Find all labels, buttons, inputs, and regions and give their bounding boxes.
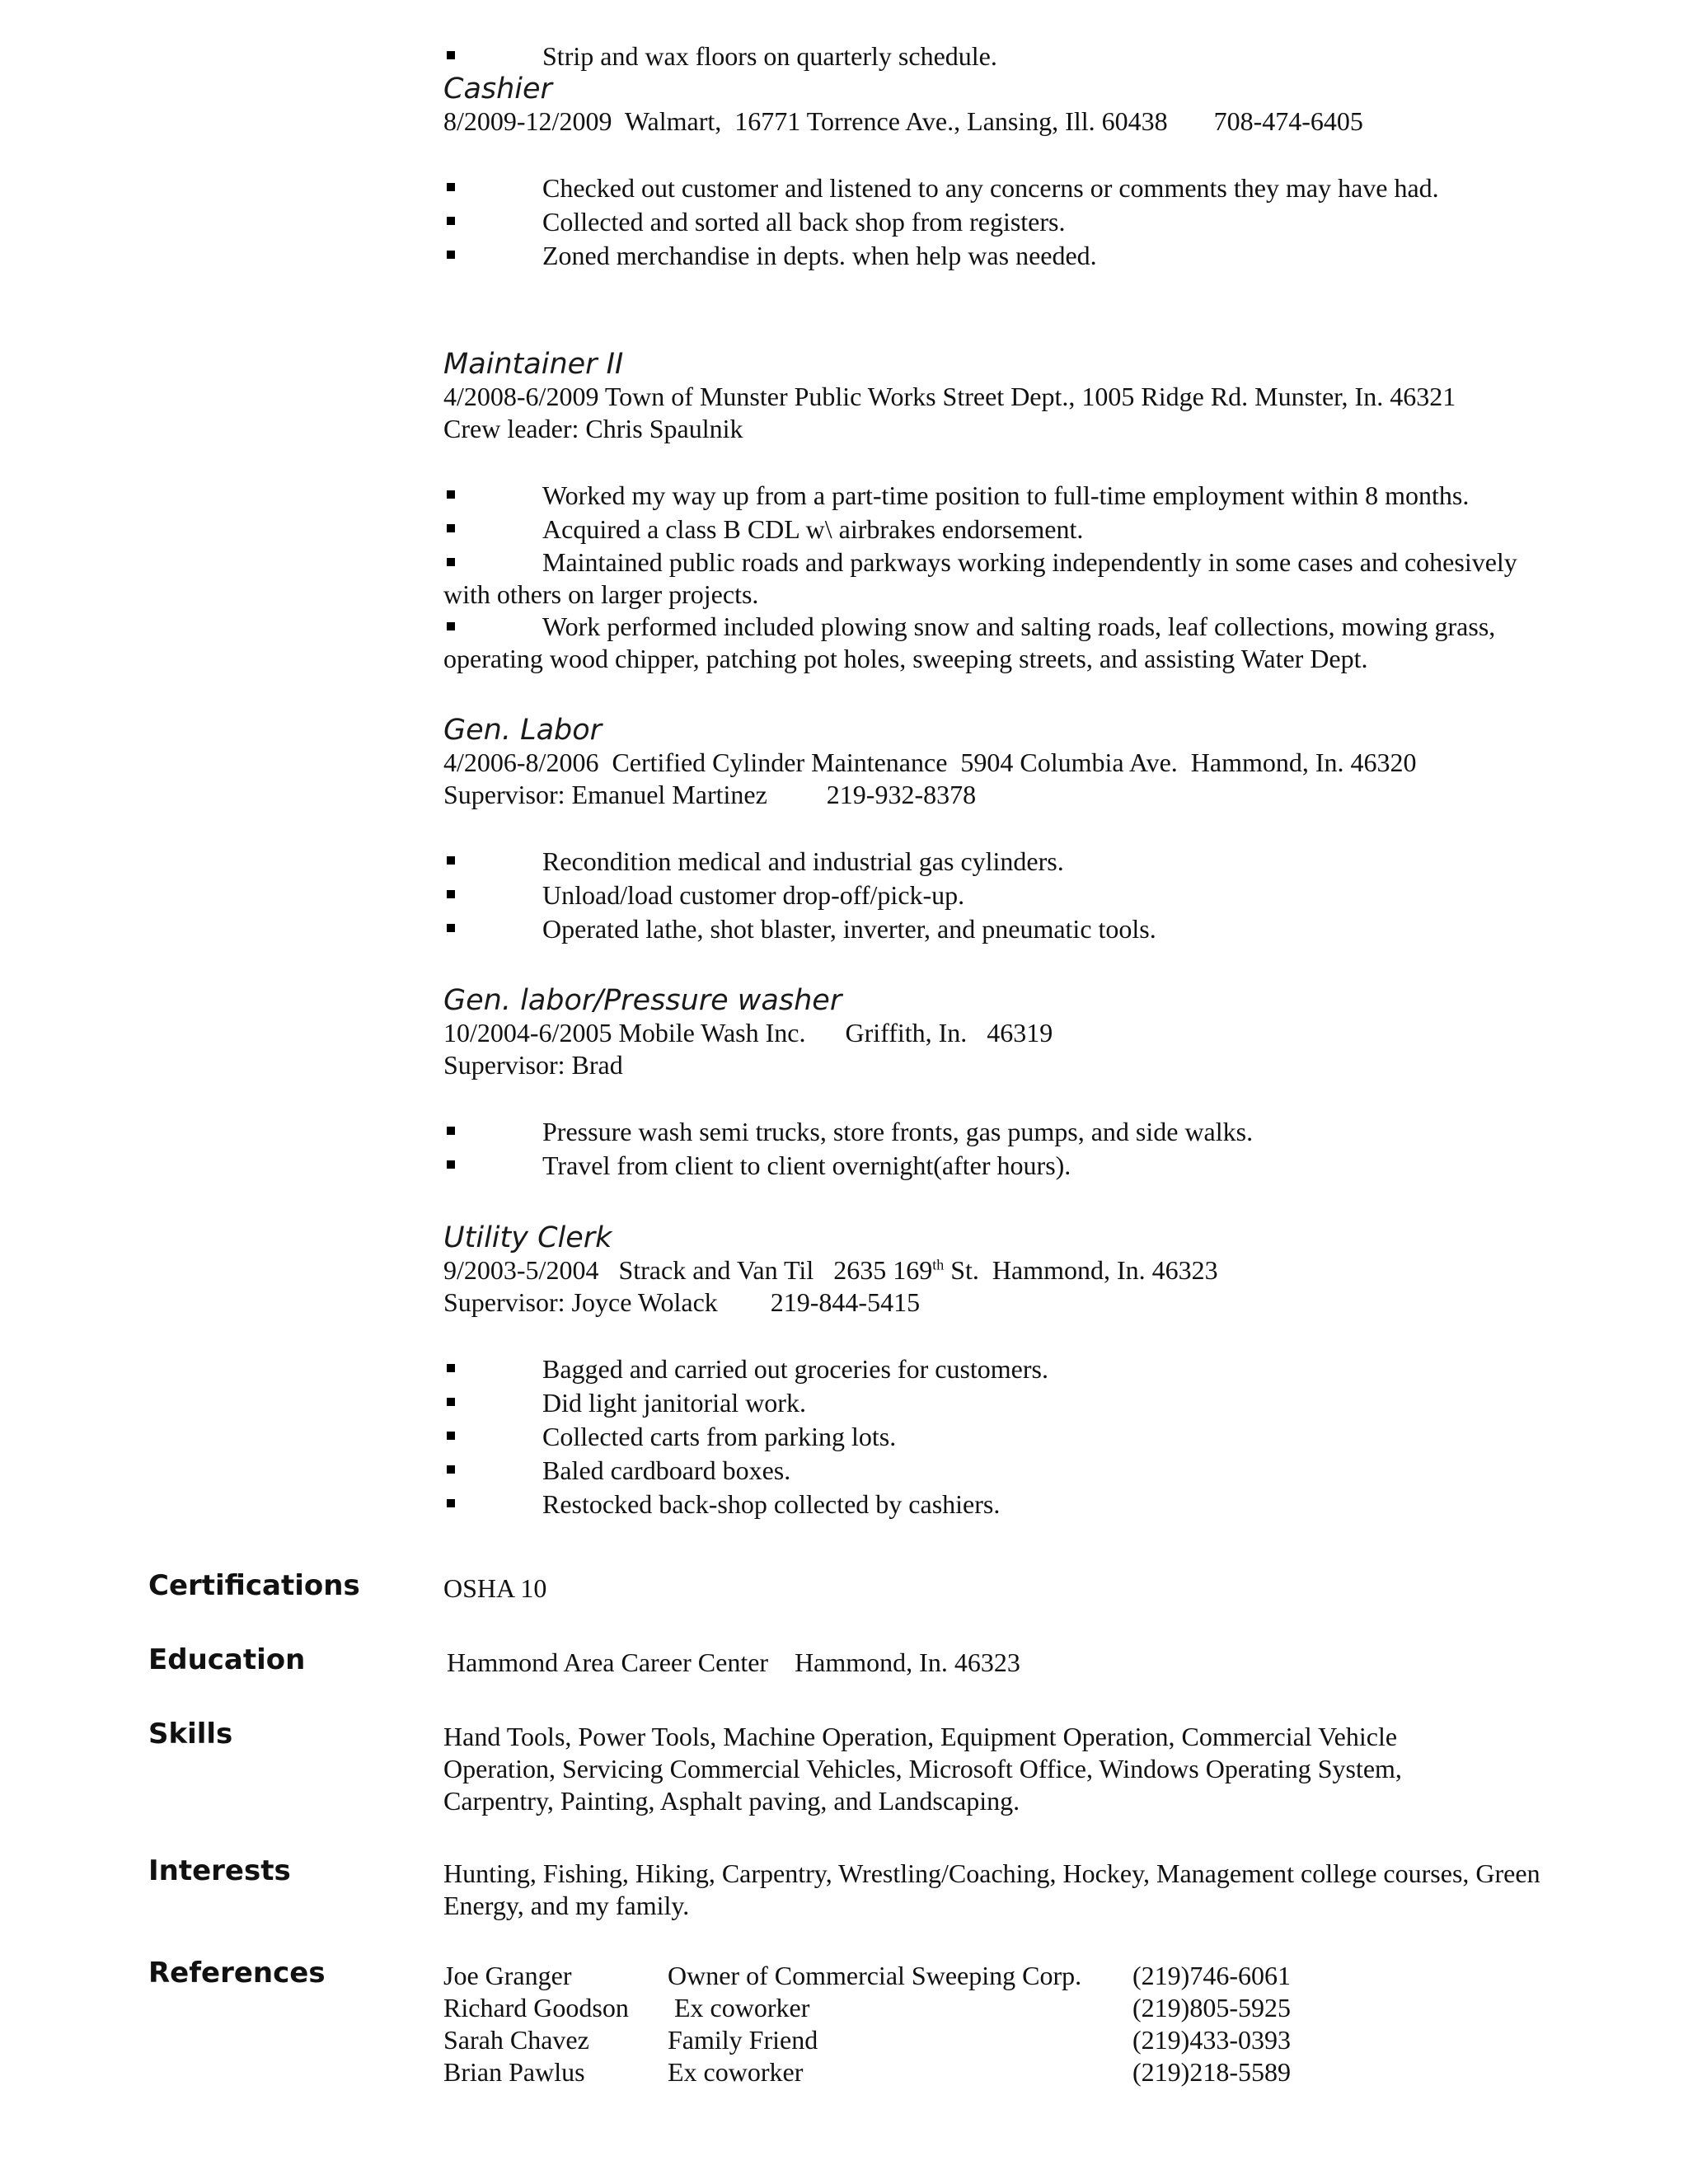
reference-row xyxy=(443,2024,1540,2056)
bullet-text: Restocked back-shop collected by cashiers. xyxy=(542,1489,1001,1519)
bullet-list xyxy=(443,479,1540,675)
square-bullet-icon xyxy=(447,1499,455,1507)
reference-relation: Ex coworker xyxy=(668,1993,810,2022)
job-entry-utility-clerk xyxy=(443,1221,1540,1521)
bullet-text: Pressure wash semi trucks, store fronts, gas pumps, and side walks. xyxy=(542,1117,1254,1146)
bullet-item xyxy=(443,611,1540,675)
job-title: Gen. labor/Pressure washer xyxy=(443,984,842,1017)
bullet-text: Bagged and carried out groceries for customers. xyxy=(542,1354,1048,1384)
section-heading: Education xyxy=(148,1643,306,1676)
bullet-text: Operated lathe, shot blaster, inverter, and pneumatic tools. xyxy=(542,914,1156,944)
reference-name: Brian Pawlus xyxy=(443,2057,585,2087)
square-bullet-icon xyxy=(447,490,455,499)
reference-row xyxy=(443,1992,1540,2024)
bullet-text: Worked my way up from a part-time position to full-time employment within 8 months. xyxy=(542,480,1470,510)
section-interests xyxy=(148,1854,1550,1929)
bullet-item xyxy=(443,1115,1540,1149)
bullet-text: Checked out customer and listened to any concerns or comments they may have had. xyxy=(542,173,1439,203)
square-bullet-icon xyxy=(447,1127,455,1135)
bullet-item xyxy=(443,239,1540,273)
bullet-item xyxy=(443,1352,1540,1386)
reference-phone: (219)433-0393 xyxy=(1132,2025,1291,2055)
bullet-item xyxy=(443,546,1540,611)
job-entry-maintainer xyxy=(443,348,1540,675)
job-title: Cashier xyxy=(443,73,552,105)
job-entry-gen-labor xyxy=(443,714,1540,946)
job-supervisor: Supervisor: Brad xyxy=(443,1050,623,1080)
square-bullet-icon xyxy=(447,51,455,59)
section-text: Hand Tools, Power Tools, Machine Operation, Equipment Operation, Commercial Vehicle Operation, Servicing Commercial Vehicles, Microsoft Office, Windows Operating System, Carpentry, Painting, Asphalt paving, and Landscaping. xyxy=(443,1722,1402,1816)
job-entry-pressure-washer xyxy=(443,984,1540,1183)
reference-row xyxy=(443,2056,1540,2088)
bullet-text: Collected and sorted all back shop from registers. xyxy=(542,207,1066,237)
section-education xyxy=(148,1643,1550,1685)
square-bullet-icon xyxy=(447,558,455,566)
square-bullet-icon xyxy=(447,217,455,225)
square-bullet-icon xyxy=(447,1465,455,1474)
bullet-text: Baled cardboard boxes. xyxy=(542,1455,791,1485)
square-bullet-icon xyxy=(447,890,455,898)
job-supervisor: Supervisor: Joyce Wolack 219-844-5415 xyxy=(443,1287,921,1317)
reference-row xyxy=(443,1960,1540,1992)
square-bullet-icon xyxy=(447,1432,455,1440)
job-details: 4/2006-8/2006 Certified Cylinder Maintenance 5904 Columbia Ave. Hammond, In. 46320 xyxy=(443,748,1417,777)
square-bullet-icon xyxy=(447,251,455,259)
bullet-list xyxy=(443,1115,1540,1183)
bullet-text: Collected carts from parking lots. xyxy=(542,1422,897,1451)
job-details: 10/2004-6/2005 Mobile Wash Inc. Griffith, In. 46319 xyxy=(443,1018,1053,1047)
square-bullet-icon xyxy=(447,622,455,630)
bullet-text: Did light janitorial work. xyxy=(542,1388,806,1418)
bullet-item xyxy=(443,879,1540,912)
bullet-text: Maintained public roads and parkways working independently in some cases and cohesively with others on larger projects. xyxy=(443,547,1517,609)
bullet-item xyxy=(443,845,1540,879)
square-bullet-icon xyxy=(447,524,455,532)
bullet-item xyxy=(443,479,1540,513)
job-title: Utility Clerk xyxy=(443,1221,612,1254)
job-title: Gen. Labor xyxy=(443,714,603,747)
section-heading: References xyxy=(148,1957,326,1990)
reference-phone: (219)805-5925 xyxy=(1132,1993,1291,2022)
square-bullet-icon xyxy=(447,924,455,932)
bullet-item xyxy=(443,912,1540,946)
bullet-item xyxy=(443,1149,1540,1183)
bullet-item xyxy=(443,513,1540,546)
reference-relation: Ex coworker xyxy=(668,2057,804,2087)
section-text: OSHA 10 xyxy=(443,1573,547,1603)
bullet-item xyxy=(443,171,1540,205)
bullet-item xyxy=(443,40,1540,73)
job-supervisor: Supervisor: Emanuel Martinez 219-932-8378 xyxy=(443,780,977,809)
section-references xyxy=(148,1957,1550,2097)
reference-name: Sarah Chavez xyxy=(443,2025,589,2055)
reference-phone: (219)218-5589 xyxy=(1132,2057,1291,2087)
bullet-item xyxy=(443,1454,1540,1488)
job-title: Maintainer II xyxy=(443,348,624,381)
reference-phone: (219)746-6061 xyxy=(1132,1961,1291,1990)
bullet-item xyxy=(443,1488,1540,1521)
bullet-list xyxy=(443,171,1540,273)
job-details: 4/2008-6/2009 Town of Munster Public Works Street Dept., 1005 Ridge Rd. Munster, In. 46321 xyxy=(443,382,1456,411)
square-bullet-icon xyxy=(447,1160,455,1169)
bullet-list xyxy=(443,40,1540,73)
bullet-list xyxy=(443,1352,1540,1521)
bullet-item xyxy=(443,1420,1540,1454)
bullet-item xyxy=(443,1386,1540,1420)
section-skills xyxy=(148,1718,1550,1825)
job-details: 9/2003-5/2004 Strack and Van Til 2635 169th St. Hammond, In. 46323 xyxy=(443,1255,1218,1285)
section-heading: Certifications xyxy=(148,1569,360,1602)
section-certifications xyxy=(148,1569,1550,1610)
reference-name: Joe Granger xyxy=(443,1961,572,1990)
square-bullet-icon xyxy=(447,856,455,865)
square-bullet-icon xyxy=(447,1364,455,1372)
bullet-text: Recondition medical and industrial gas cylinders. xyxy=(542,846,1064,876)
reference-relation: Family Friend xyxy=(668,2025,818,2055)
bullet-text: Work performed included plowing snow and salting roads, leaf collections, mowing grass, operating wood chipper, patching pot holes, sweeping streets, and assisting Water Dept. xyxy=(443,612,1496,673)
bullet-text: Travel from client to client overnight(after hours). xyxy=(542,1151,1071,1180)
bullet-text: Acquired a class B CDL w\ airbrakes endorsement. xyxy=(542,514,1084,544)
job-supervisor: Crew leader: Chris Spaulnik xyxy=(443,414,743,443)
section-heading: Interests xyxy=(148,1854,291,1887)
job-entry-cashier xyxy=(443,73,1540,273)
section-heading: Skills xyxy=(148,1718,233,1750)
bullet-text: Zoned merchandise in depts. when help was needed. xyxy=(542,241,1097,270)
bullet-text: Strip and wax floors on quarterly schedule. xyxy=(542,41,997,71)
references-table xyxy=(443,1960,1540,2088)
bullet-text: Unload/load customer drop-off/pick-up. xyxy=(542,880,965,910)
square-bullet-icon xyxy=(447,1398,455,1406)
square-bullet-icon xyxy=(447,183,455,191)
section-text: Hunting, Fishing, Hiking, Carpentry, Wrestling/Coaching, Hockey, Management college courses, Green Energy, and my family. xyxy=(443,1858,1540,1920)
section-text: Hammond Area Career Center Hammond, In. 46323 xyxy=(447,1647,1020,1677)
job-continuation xyxy=(443,40,1540,73)
job-details: 8/2009-12/2009 Walmart, 16771 Torrence Ave., Lansing, Ill. 60438 708-474-6405 xyxy=(443,106,1363,136)
bullet-item xyxy=(443,205,1540,239)
bullet-list xyxy=(443,845,1540,946)
reference-name: Richard Goodson xyxy=(443,1993,629,2022)
reference-relation: Owner of Commercial Sweeping Corp. xyxy=(668,1961,1082,1990)
